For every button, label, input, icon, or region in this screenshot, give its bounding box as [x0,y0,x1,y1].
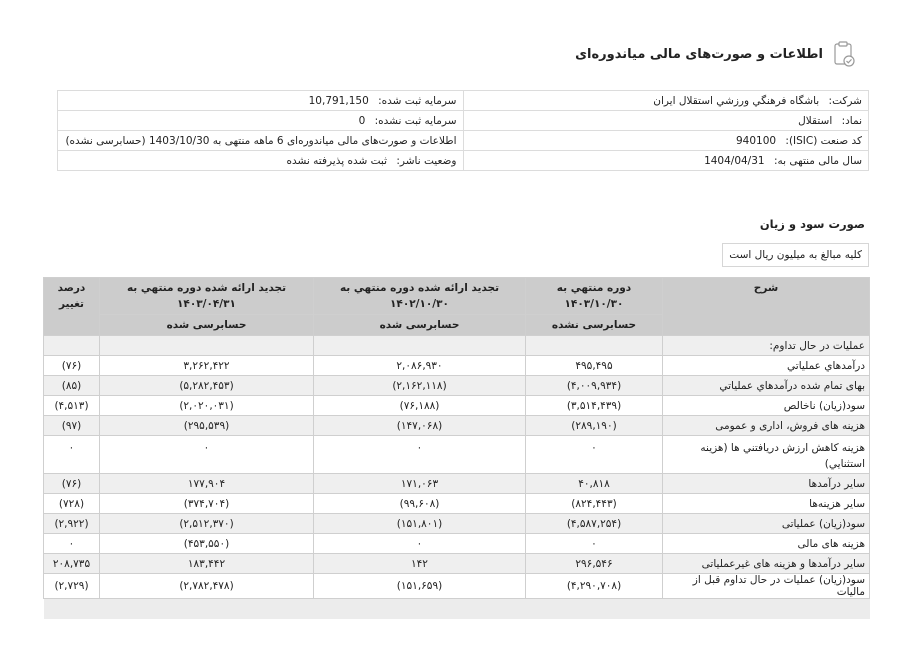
table-row [44,436,870,474]
company-cell [463,91,869,111]
column-header-period-1403-04-31: تجدید ارائه شده دوره منتهي به ۱۴۰۳/۰۴/۳۱ [100,278,314,315]
cell-change: ۰ [44,534,100,554]
row-label: ساير درآمدها و هزينه هاى غيرعملياتى [663,554,870,574]
column-header-period-1402-10-30: تجدید ارائه شده دوره منتهي به ۱۴۰۲/۱۰/۳۰ [314,278,526,315]
row-label: سود(زيان) ناخالص [663,396,870,416]
row-label: سود(زيان) عمليات در حال تداوم قبل از ماليات [663,574,870,599]
fiscal-year-label: سال مالی منتهی به: [773,154,862,167]
page-title: اطلاعات و صورت‌های مالی میاندوره‌ای [575,46,823,62]
unit-note: کلیه مبالغ به میلیون ریال است [722,243,869,267]
company-label: شرکت: [828,94,862,107]
cell-change: ۲۰۸,۷۳۵ [44,554,100,574]
cell-c3: (۵,۲۸۲,۴۵۳) [100,376,314,396]
cell-c1: ۰ [526,436,663,474]
symbol-label: نماد: [841,114,862,127]
clipboard-check-icon [833,40,857,68]
cell-c2: (۱۵۱,۶۵۹) [314,574,526,599]
table-row [44,574,870,599]
company-value: باشگاه فرهنگي ورزشي استقلال ایران [653,94,820,107]
cell-c1: (۲۸۹,۱۹۰) [526,416,663,436]
cell-c2: (۱۵۱,۸۰۱) [314,514,526,534]
row-label: ساير هزينه‌ها [663,494,870,514]
row-label: بهاى تمام شده درآمدهاي عملياتي [663,376,870,396]
publisher-status-cell [58,151,464,171]
income-statement-table [43,277,870,619]
cell-c3: ۰ [100,436,314,474]
cell-change: (۷۲۸) [44,494,100,514]
cell-c3: (۴۵۳,۵۵۰) [100,534,314,554]
cell-c1: (۸۲۴,۴۴۳) [526,494,663,514]
cell-change: ۰ [44,436,100,474]
cell-c1: (۴,۰۰۹,۹۳۴) [526,376,663,396]
audit-status-audited: حسابرسی شده [314,315,526,336]
symbol-value: استقلال [798,114,833,127]
cell-c2: ۱۴۲ [314,554,526,574]
column-header-change-percent: درصد تغییر [44,278,100,336]
table-row [44,376,870,396]
row-label: هزينه هاى فروش، ادارى و عمومى [663,416,870,436]
table-footer [44,599,870,619]
column-header-period-1403-10-30: دوره منتهي به ۱۴۰۳/۱۰/۳۰ [526,278,663,315]
cell-c1: ۰ [526,534,663,554]
cell-change: (۲,۹۲۲) [44,514,100,534]
cell-c3: (۲,۷۸۲,۴۷۸) [100,574,314,599]
fiscal-year-value: 1404/04/31 [704,154,765,167]
cell-c3: (۳۷۴,۷۰۴) [100,494,314,514]
company-info-table [57,90,869,171]
cell-c2 [314,336,526,356]
cell-change: (۸۵) [44,376,100,396]
cell-c1: ۴۹۵,۴۹۵ [526,356,663,376]
isic-label: کد صنعت (ISIC): [785,134,862,147]
cell-c1: (۴,۲۹۰,۷۰۸) [526,574,663,599]
row-label: هزینه کاهش ارزش دریافتني ها (هزینه استثنایي) [663,436,870,474]
cell-c2: ۰ [314,534,526,554]
row-label: هزينه هاى مالى [663,534,870,554]
cell-c2: ۰ [314,436,526,474]
cell-c1 [526,336,663,356]
cell-c3: (۲,۵۱۲,۳۷۰) [100,514,314,534]
cell-c2: ۱۷۱,۰۶۳ [314,474,526,494]
cell-change: (۴,۵۱۳) [44,396,100,416]
table-row [44,494,870,514]
audit-status-unaudited: حسابرسی نشده [526,315,663,336]
audit-status-audited: حسابرسی شده [100,315,314,336]
column-header-description: شرح [663,278,870,336]
unregistered-capital-value: 0 [358,114,366,127]
fiscal-year-cell [463,151,869,171]
table-footer-bar [44,599,870,619]
section-title: صورت سود و زیان [759,217,865,231]
table-row [44,356,870,376]
isic-cell [463,131,869,151]
cell-c3: (۲۹۵,۵۳۹) [100,416,314,436]
cell-c2: (۲,۱۶۲,۱۱۸) [314,376,526,396]
cell-c3: ۱۷۷,۹۰۴ [100,474,314,494]
cell-change: (۷۶) [44,356,100,376]
page-header [575,40,857,68]
cell-c2: (۱۴۷,۰۶۸) [314,416,526,436]
registered-capital-label: سرمایه ثبت شده: [378,94,457,107]
row-label: درآمدهاي عملياتي [663,356,870,376]
report-description: اطلاعات و صورت‌های مالی میاندوره‌ای 6 ماهه منتهی به 1403/10/30 (حسابرسی نشده) [58,131,464,151]
cell-c3 [100,336,314,356]
cell-c1: (۴,۵۸۷,۲۵۴) [526,514,663,534]
table-row [44,554,870,574]
cell-c2: (۷۶,۱۸۸) [314,396,526,416]
row-label: ساير درآمدها [663,474,870,494]
cell-c1: (۳,۵۱۴,۴۳۹) [526,396,663,416]
table-row [44,474,870,494]
cell-c3: (۲,۰۲۰,۰۳۱) [100,396,314,416]
isic-value: 940100 [735,134,777,147]
publisher-status-value: ثبت شده پذیرفته نشده [286,154,388,167]
table-row [44,416,870,436]
table-row [44,514,870,534]
table-row [44,396,870,416]
symbol-cell [463,111,869,131]
row-label: سود(زيان) عملياتى [663,514,870,534]
cell-change: (۷۶) [44,474,100,494]
cell-change [44,336,100,356]
registered-capital-value: 10,791,150 [308,94,369,107]
cell-c3: ۱۸۳,۴۴۲ [100,554,314,574]
cell-change: (۲,۷۲۹) [44,574,100,599]
cell-c1: ۲۹۶,۵۴۶ [526,554,663,574]
registered-capital-cell [58,91,464,111]
table-row [44,534,870,554]
cell-c2: (۹۹,۶۰۸) [314,494,526,514]
cell-c3: ۳,۲۶۲,۴۲۲ [100,356,314,376]
publisher-status-label: وضعیت ناشر: [396,154,457,167]
row-label: عملیات در حال تداوم: [663,336,870,356]
cell-c2: ۲,۰۸۶,۹۳۰ [314,356,526,376]
table-row [44,336,870,356]
cell-c1: ۴۰,۸۱۸ [526,474,663,494]
unregistered-capital-cell [58,111,464,131]
cell-change: (۹۷) [44,416,100,436]
unregistered-capital-label: سرمایه ثبت نشده: [374,114,457,127]
